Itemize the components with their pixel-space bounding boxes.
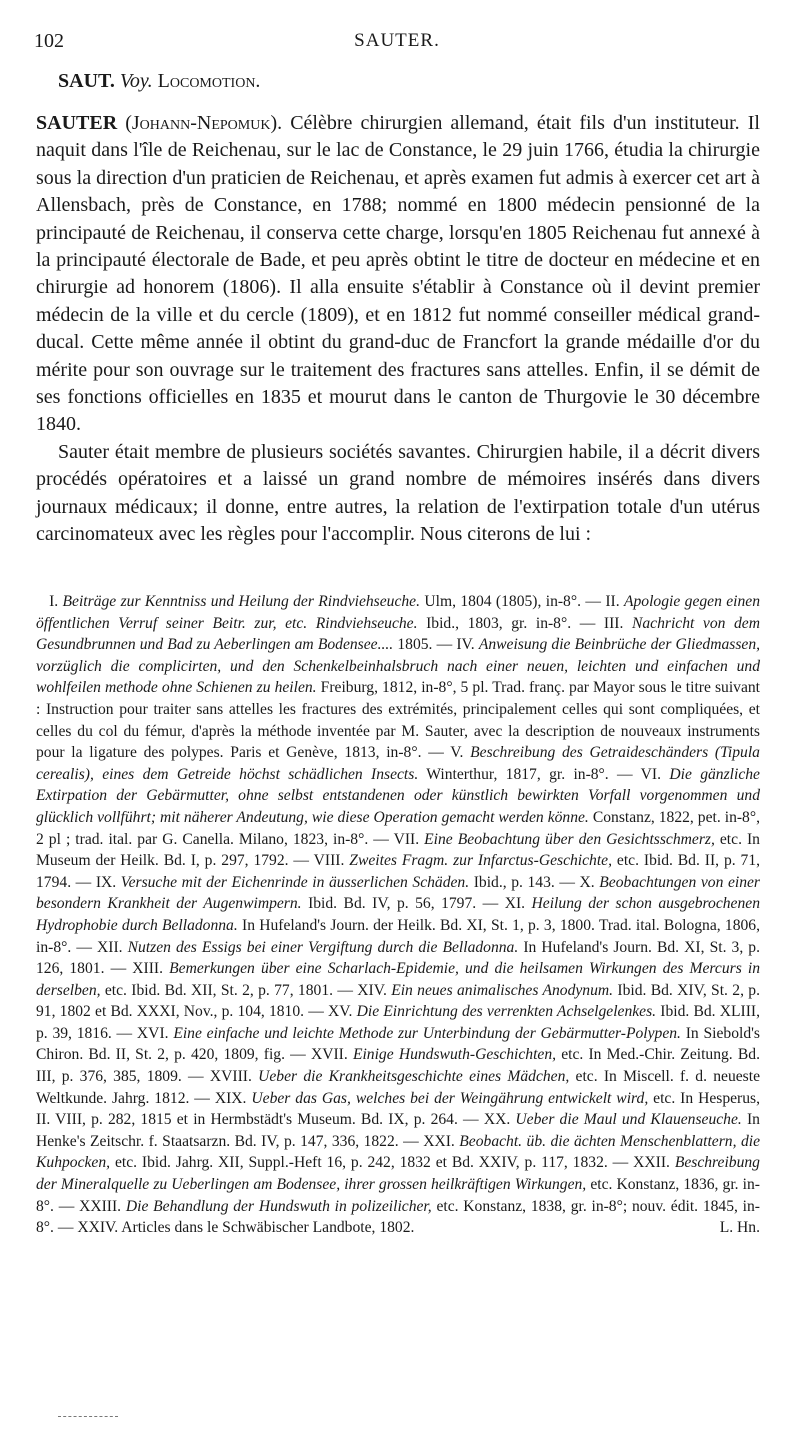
bibliography-list — [36, 593, 760, 1236]
item-number: IV. — [456, 636, 479, 654]
item-number: V. — [450, 744, 471, 762]
item-title: Anweisung die Beinbrüche der Gliedmassen, vorzüglich die complicirten, und den Schenkelbeinhalsbruch nach einer neuen, leichten und einfachen und wohlfeilen methode ohne Schienen zu heilen. — [36, 636, 761, 697]
item-title: Die Einrichtung des verrenkten Achselgelenkes. — [356, 1003, 657, 1021]
item-number: XIV. — [357, 981, 392, 999]
item-title: Heilung der schon ausgebrochenen Hydrophobie durch Belladonna. — [36, 895, 760, 934]
item-number: XXI. — [423, 1132, 460, 1150]
item-number: XIX. — [214, 1089, 252, 1107]
item-title: Ueber das Gas, welches bei der Weingährung entwickelt wird, — [251, 1089, 649, 1107]
item-title: Beschreibung der Mineralquelle zu Ueberlingen am Bodensee, ihrer grossen heilkräftigen Wirkungen, — [36, 1154, 760, 1194]
item-number: XII. — [97, 938, 128, 956]
item-number: XIII. — [132, 960, 170, 978]
page-header — [34, 30, 760, 60]
item-details: Ulm, 1804 (1805), in-8°. — — [424, 593, 601, 610]
item-title: Ein neues animalisches Anodynum. — [391, 981, 614, 999]
item-details: etc. Konstanz, 1838, gr. in-8°; nouv. édit. 1845, in-8°. — — [36, 1197, 761, 1237]
item-title: Nutzen des Essigs bei einer Vergiftung durch die Belladonna. — [127, 938, 519, 956]
item-details: Winterthur, 1817, gr. in-8°. — — [426, 765, 633, 783]
item-number: XXIII. — [79, 1197, 126, 1215]
running-head: SAUTER. — [354, 30, 440, 51]
item-number: III. — [603, 614, 632, 632]
item-title: Versuche mit der Eichenrinde in äusserlichen Schäden. — [120, 873, 470, 891]
item-details: In Hufeland's Journ. der Heilk. Bd. XI, St. 1, p. 3, 1800. Trad. ital. Bologna, 1806, in-8°. — — [36, 916, 760, 956]
item-title: Beiträge zur Kenntniss und Heilung der Rindviehseuche. — [62, 593, 420, 610]
item-number: I. — [36, 593, 63, 610]
item-number: XI. — [504, 895, 532, 913]
item-number: XVII. — [310, 1046, 353, 1064]
item-title: Ueber die Maul und Klauenseuche. — [515, 1111, 742, 1129]
item-title: Die gänzliche Extirpation der Gebärmutter, ohne selbst entstandenen oder künstlich bewirkten Vorfall vorgenommen und glücklich vollführt; mit näherer Andeutung, wie diese Operation gemacht werden könne. — [36, 765, 760, 826]
bibliography — [36, 591, 760, 1239]
item-details: In Henke's Zeitschr. f. Staatsarzn. Bd. IV, p. 147, 336, 1822. — — [36, 1111, 760, 1150]
voy-label: Voy. — [119, 70, 153, 92]
item-title: Ueber die Krankheitsgeschichte eines Mädchen, — [258, 1068, 570, 1086]
item-number: XXII. — [633, 1154, 675, 1172]
item-title: Apologie gegen einen öffentlichen Verruf seiner Beitr. zur, etc. Rindviehseuche. — [36, 593, 761, 632]
bibliography-item — [36, 636, 760, 761]
cross-reference: Locomotion. — [157, 70, 261, 92]
item-details: etc. In Miscell. f. d. neueste Weltkunde. Jahrg. 1812. — — [36, 1068, 760, 1107]
item-details: Ibid., 1803, gr. in-8°. — — [426, 614, 596, 632]
biography-text: Célèbre chirurgien allemand, était fils d'un instituteur. Il naquit dans l'île de Reichenau, sur le lac de Constance, le 29 juin 1766, étudia la chirurgie sous la direction d'un praticien de Reichenau, et après examen fut admis à exercer cet art à Allensbach, près de Constance, en 1788; nommé en 1800 médecin pensionné de la principauté de Reichenau, il conserva cette charge, lorsqu'en 1805 Reichenau fut annexé à la principauté électorale de Bade, et peu après obtint le titre de docteur en médecine et en chirurgie ad honorem (1806). Il alla ensuite s'établir à Constance où il devint premier médecin de la ville et du cercle (1809), et en 1812 fut nommé conseiller médical grand-ducal. Cette même année il obtint du grand-duc de Francfort la grande médaille d'or du mérite pour son ouvrage sur le traitement des fractures sans attelles. Enfin, il se démit de ses fonctions officielles en 1835 et mourut dans le canton de Thurgovie le 30 décembre 1840. — [36, 112, 760, 436]
sauter-paragraph-1 — [36, 110, 760, 439]
item-number: XV. — [328, 1003, 357, 1021]
item-details: Articles dans le Schwäbischer Landbote, 1802. — [121, 1219, 415, 1237]
item-number: X. — [579, 873, 600, 891]
item-title: Nachricht von dem Gesundbrunnen und Bad zu Aeberlingen am Bodensee.... — [36, 614, 760, 654]
item-title: Eine Beobachtung über den Gesichtsschmerz, — [424, 830, 715, 848]
item-title: Beobachtungen von einer besondern Krankheit der Augenwimpern. — [36, 873, 760, 913]
item-details: Ibid. Bd. IV, p. 56, 1797. — — [308, 895, 499, 913]
item-details: Ibid., p. 143. — — [473, 873, 575, 891]
item-details: etc. In Museum der Heilk. Bd. I, p. 297, 1792. — — [36, 830, 760, 870]
item-number: XXIV. — [77, 1219, 122, 1237]
item-details: etc. In Hesperus, II. VIII, p. 282, 1815 et in Hermbstädt's Museum. Bd. IX, p. 264. — — [36, 1089, 760, 1129]
item-number: IX. — [95, 873, 121, 891]
item-number: XVI. — [136, 1024, 174, 1042]
item-details: etc. In Med.-Chir. Zeitung. Bd. III, p. 376, 385, 1809. — — [36, 1046, 760, 1086]
item-details: Ibid. Bd. XLIII, p. 39, 1816. — — [36, 1003, 760, 1042]
item-number: XX. — [483, 1111, 516, 1129]
item-title: Die Behandlung der Hundswuth in polizeilicher, — [125, 1197, 432, 1215]
item-details: 1805. — — [397, 636, 453, 654]
full-name: (Johann-Nepomuk). — [125, 112, 283, 134]
item-details: Freiburg, 1812, in-8°, 5 pl. Trad. franç. par Mayor sous le titre suivant : Instruction pour traiter sans attelles les fractures des extrémités, principalement celles qui sont compliquées, et celles du col du fémur, d'après la méthode inventée par M. Sauter, avec la description de nouveaux instruments pour la ligature des polypes. Paris et Genève, 1813, in-8°. — — [36, 679, 760, 762]
item-title: Bemerkungen über eine Scharlach-Epidemie, und die heilsamen Wirkungen des Mercurs in derselben, — [36, 960, 761, 999]
bibliography-item — [77, 1219, 414, 1236]
item-number: VIII. — [313, 852, 350, 870]
footer-rule — [58, 1416, 118, 1419]
item-number: VI. — [640, 765, 670, 783]
author-signature: L. Hn. — [719, 1219, 760, 1237]
item-details: etc. Konstanz, 1836, gr. in-8°. — — [36, 1176, 760, 1215]
item-title: Eine einfache und leichte Methode zur Unterbindung der Gebärmutter-Polypen. — [173, 1024, 681, 1042]
item-title: Beschreibung des Getraideschänders (Tipula cerealis), eines dem Getreide höchst schädlichen Insects. — [36, 744, 760, 783]
item-details: Ibid. Bd. XIV, St. 2, p. 91, 1802 et Bd. XXXI, Nov., p. 104, 1810. — — [36, 981, 760, 1021]
item-title: Einige Hundswuth-Geschichten, — [352, 1046, 557, 1064]
item-title: Zweites Fragm. zur Infarctus-Geschichte, — [349, 852, 612, 870]
entry-saut — [58, 70, 260, 93]
item-details: etc. Ibid. Bd. XII, St. 2, p. 77, 1801. — — [104, 981, 353, 999]
item-details: In Hufeland's Journ. Bd. XI, St. 3, p. 126, 1801. — — [36, 938, 760, 978]
item-number: VII. — [393, 830, 425, 848]
item-number: II. — [605, 593, 624, 610]
item-details: In Siebold's Chiron. Bd. II, St. 2, p. 420, 1809, fig. — — [36, 1024, 760, 1064]
headword-sauter: SAUTER — [36, 112, 118, 134]
bibliography-item — [36, 593, 605, 610]
item-details: Constanz, 1822, pet. in-8°, 2 pl ; trad. ital. par G. Canella. Milano, 1823, in-8°. — — [36, 808, 760, 848]
item-number: XVIII. — [209, 1068, 259, 1086]
item-details: etc. Ibid. Bd. II, p. 71, 1794. — — [36, 852, 761, 891]
page-number: 102 — [34, 30, 64, 52]
item-title: Beobacht. üb. die ächten Menschenblattern, die Kuhpocken, — [36, 1132, 760, 1172]
item-details: etc. Ibid. Jahrg. XII, Suppl.-Heft 16, p. 242, 1832 et Bd. XXIV, p. 117, 1832. — — [114, 1154, 629, 1172]
bibliography-item — [96, 874, 580, 891]
headword-saut: SAUT. — [58, 70, 115, 92]
entry-sauter — [36, 110, 760, 549]
sauter-paragraph-2: Sauter était membre de plusieurs sociétés savantes. Chirurgien habile, il a décrit divers procédés opératoires et a laissé un grand nombre de mémoires insérés dans divers journaux médicaux; il donne, entre autres, la relation de l'extirpation totale d'un utérus carcinomateux avec les règles pour l'accomplir. Nous citerons de lui : — [36, 440, 760, 546]
